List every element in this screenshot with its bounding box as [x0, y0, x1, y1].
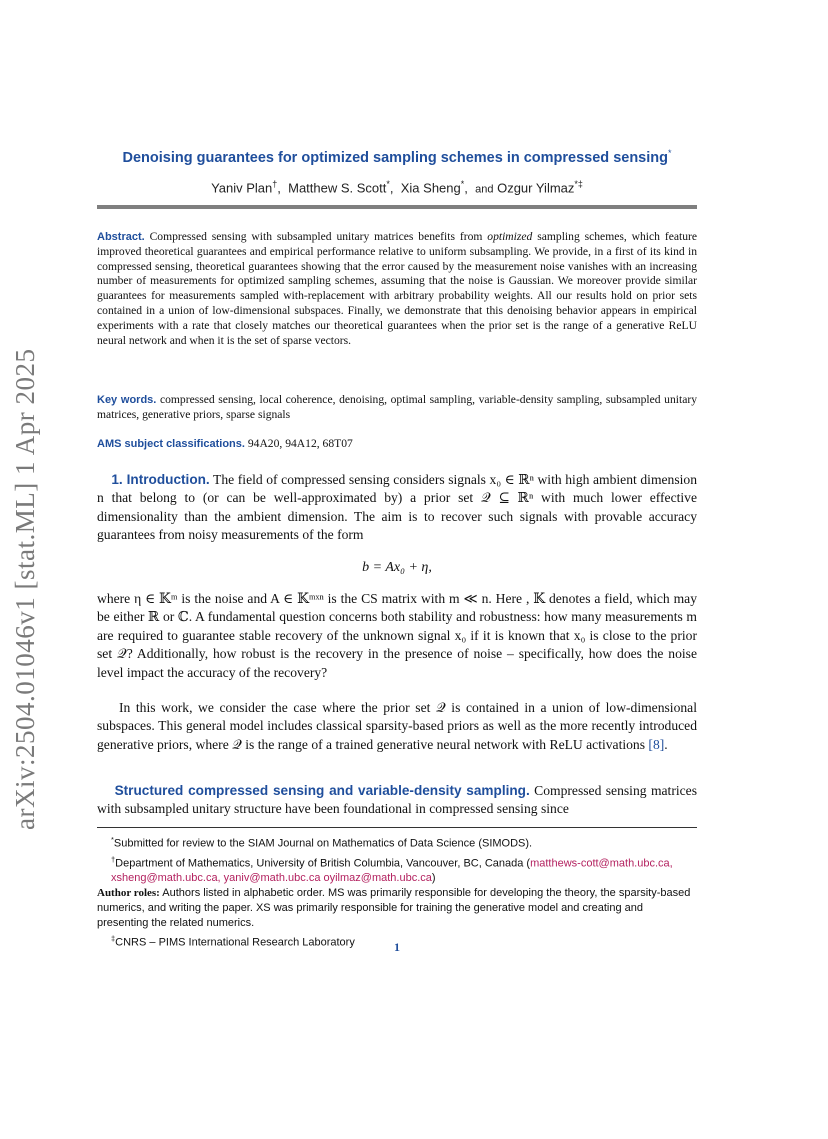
author-name: Xia Sheng	[400, 180, 461, 196]
footnote-rule	[97, 827, 697, 828]
ams-label: AMS subject classifications.	[97, 438, 245, 450]
abstract-text-a: Compressed sensing with subsampled unitary matrices benefits from	[149, 230, 483, 243]
paper-title	[0, 148, 794, 166]
intro-paragraph-3	[97, 699, 697, 754]
footnote-mark: ‡	[111, 934, 116, 944]
author-name: Matthew S. Scott	[288, 180, 387, 196]
ams-classifications	[97, 437, 697, 452]
section-heading: 1. Introduction.	[111, 472, 210, 487]
intro-text-3: In this work, we consider the case where the prior set 𝒬 is contained in a union of low-dimensional subspaces. This general model includes classical sparsity-based priors as well as the more recently introduced generative priors, where 𝒬 is the range of a trained generative neural network with ReLU activations	[97, 700, 697, 752]
footnote-1	[97, 832, 697, 852]
email-links[interactable]: matthews-cott@math.ubc.ca, xsheng@math.ubc.ca, yaniv@math.ubc.ca oyilmaz@math.ubc.ca	[111, 857, 673, 885]
author-name: Ozgur Yilmaz	[497, 180, 575, 196]
author-mark: *‡	[574, 179, 583, 189]
title-text: Denoising guarantees for optimized sampling schemes in compressed sensing	[122, 149, 668, 166]
author-list: Yaniv Plan†, Matthew S. Scott*, Xia Sheng*, and Ozgur Yilmaz*‡	[211, 179, 583, 196]
abstract-text-b: sampling schemes, which feature improved theoretical guarantees and empirical performance relative to uniform subsampling. We provide, in a first of its kind in compressed sensing, theoretical guarantees showing that the error caused by the measurement noise vanishes with an increasing number of measurements for optimized sampling schemes, assuming that the noise is Gaussian. We moreover provide similar guarantees for measurements sampled with-replacement with arbitrary probability weights. All our results hold on prior sets contained in a union of low-dimensional subspaces. Finally, we demonstrate that this denoising behavior appears in empirical experiments with a rate that closely matches our theoretical guarantees when the prior set is the range of a generative ReLU neural network and when it is the set of sparse vectors.	[97, 230, 698, 347]
title-rule	[97, 205, 697, 209]
subsection-heading: Structured compressed sensing and variable-density sampling.	[114, 783, 530, 798]
arxiv-identifier: arXiv:2504.01046v1 [stat.ML] 1 Apr 2025	[10, 348, 40, 830]
equation: b = Ax₀ + η,	[362, 560, 432, 575]
footnote-text-end: )	[431, 872, 436, 885]
intro-paragraph-4	[97, 782, 697, 819]
abstract-emphasis: optimized	[487, 230, 533, 243]
author-and: and	[475, 183, 494, 196]
keywords	[97, 393, 697, 423]
author-name: Yaniv Plan	[211, 180, 273, 196]
author-roles	[97, 886, 697, 931]
intro-text-4: Compressed sensing matrices with subsampled unitary structure have been foundational in compressed sensing since	[97, 783, 697, 817]
footnote-mark: *	[111, 835, 114, 844]
intro-paragraph-1	[97, 471, 697, 545]
footnotes	[97, 832, 697, 951]
citation-link[interactable]: [8]	[648, 736, 665, 752]
footnote-text: Submitted for review to the SIAM Journal on Mathematics of Data Science (SIMODS).	[113, 837, 533, 850]
intro-paragraph-2: where η ∈ 𝕂ᵐ is the noise and A ∈ 𝕂ᵐˣⁿ is the CS matrix with m ≪ n. Here , 𝕂 denotes a field, which may be either ℝ or ℂ. A fundamental question concerns both stability and robustness: how many measurements m are required to guarantee stable recovery of the unknown signal x₀ if it is known that x₀ is close to the prior set 𝒬? Additionally, how robust is the recovery in the presence of noise – specifically, how does the noise level impact the accuracy of the recovery?	[97, 591, 697, 680]
author-mark: †	[272, 179, 278, 189]
intro-text-3-end: .	[664, 736, 668, 752]
author-mark: *	[460, 179, 465, 189]
footnote-text: CNRS – PIMS International Research Laboratory	[115, 936, 355, 949]
author-mark: *	[386, 179, 390, 189]
keywords-label: Key words.	[97, 394, 157, 406]
abstract-label: Abstract.	[97, 231, 145, 243]
ams-text: 94A20, 94A12, 68T07	[247, 437, 353, 450]
footnote-2	[97, 852, 697, 887]
intro-text-1: The field of compressed sensing considers signals x₀ ∈ ℝⁿ with high ambient dimension n that belong to (or can be well-approximated by) a prior set 𝒬 ⊆ ℝⁿ with much lower effective dimensionality than the ambient dimension. The aim is to recover such signals with provable accuracy guarantees from noisy measurements of the form	[97, 472, 698, 543]
footnote-text: Department of Mathematics, University of British Columbia, Vancouver, BC, Canada (	[115, 857, 531, 870]
keywords-text: compressed sensing, local coherence, denoising, optimal sampling, variable-density sampling, subsampled unitary matrices, generative priors, sparse signals	[97, 393, 698, 421]
author-roles-label: Author roles:	[97, 887, 160, 900]
author-roles-text: Authors listed in alphabetic order. MS was primarily responsible for developing the theory, the sparsity-based numerics, and writing the paper. XS was primarily responsible for training the generative model and creating and presenting the related numerics.	[97, 887, 691, 930]
abstract	[97, 230, 697, 348]
footnote-mark: †	[111, 854, 116, 864]
page-number: 1	[394, 940, 400, 954]
title-footnote-mark: *	[667, 148, 672, 158]
